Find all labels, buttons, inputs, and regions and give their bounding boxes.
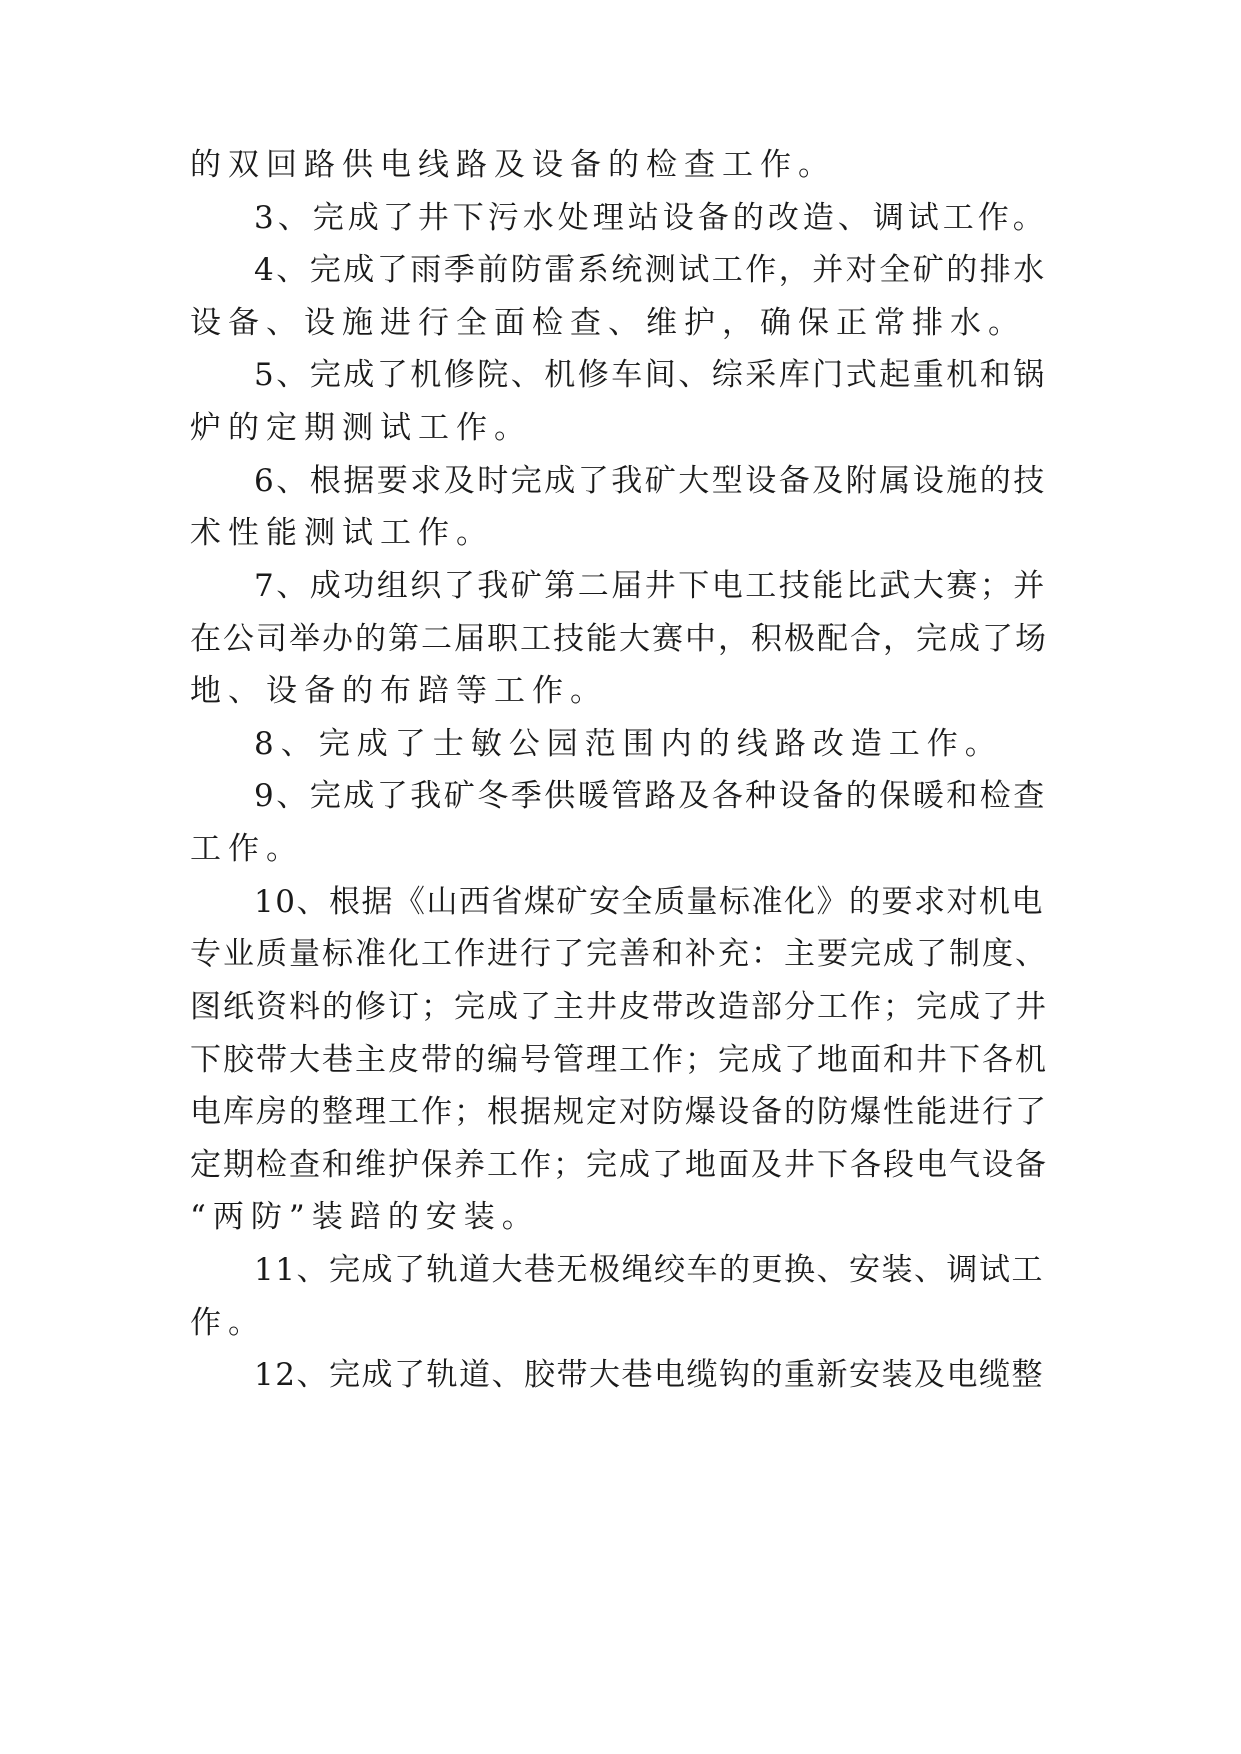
text-line: 工作。 <box>190 831 304 867</box>
text-line: 的双回路供电线路及设备的检查工作。 <box>190 147 836 183</box>
text-line: “两防”装踣的安装。 <box>190 1199 540 1235</box>
text-line: 3、完成了井下污水处理站设备的改造、调试工作。 <box>254 200 1048 236</box>
text-line: 术性能测试工作。 <box>190 515 494 551</box>
text-line: 11、完成了轨道大巷无极绳绞车的更换、安装、调试工 <box>254 1252 1044 1288</box>
text-line: 下胶带大巷主皮带的编号管理工作；完成了地面和井下各机 <box>190 1042 1048 1078</box>
text-line: 8、完成了士敏公园范围内的线路改造工作。 <box>254 726 1003 762</box>
text-line: 图纸资料的修订；完成了主井皮带改造部分工作；完成了井 <box>190 989 1048 1025</box>
text-line: 7、成功组织了我矿第二届井下电工技能比武大赛；并 <box>254 568 1047 604</box>
text-line: 地、设备的布踣等工作。 <box>190 673 608 709</box>
text-line: 9、完成了我矿冬季供暖管路及各种设备的保暖和检查 <box>254 778 1047 814</box>
text-line: 10、根据《山西省煤矿安全质量标准化》的要求对机电 <box>254 884 1044 920</box>
text-line: 定期检查和维护保养工作；完成了地面及井下各段电气设备 <box>190 1147 1048 1183</box>
text-line: 作。 <box>190 1305 266 1341</box>
text-line: 炉的定期测试工作。 <box>190 410 532 446</box>
text-line: 12、完成了轨道、胶带大巷电缆钩的重新安装及电缆整 <box>254 1357 1044 1393</box>
text-line: 设备、设施进行全面检查、维护，确保正常排水。 <box>190 305 1026 341</box>
text-line: 电库房的整理工作；根据规定对防爆设备的防爆性能进行了 <box>190 1094 1048 1130</box>
text-line: 专业质量标准化工作进行了完善和补充：主要完成了制度、 <box>190 936 1048 972</box>
text-line: 5、完成了机修院、机修车间、综采库门式起重机和锅 <box>254 357 1047 393</box>
text-line: 4、完成了雨季前防雷系统测试工作，并对全矿的排水 <box>254 252 1047 288</box>
text-line: 在公司举办的第二届职工技能大赛中，积极配合，完成了场 <box>190 621 1048 657</box>
text-line: 6、根据要求及时完成了我矿大型设备及附属设施的技 <box>254 463 1047 499</box>
